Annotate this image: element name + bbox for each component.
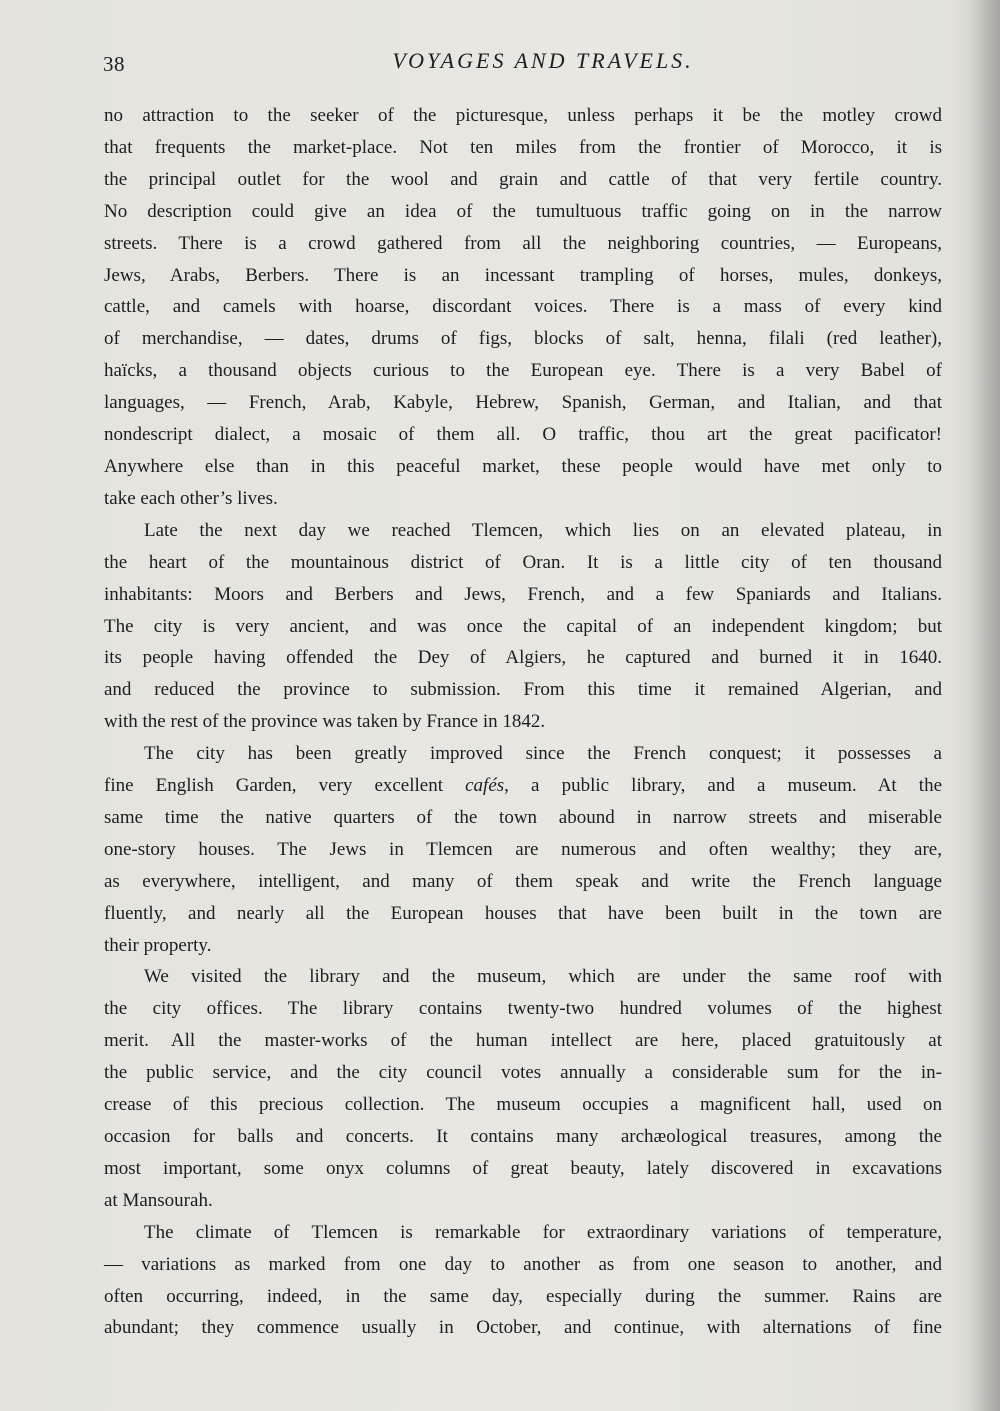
body-text xyxy=(104,100,942,1344)
text-line: We visited the library and the museum, which are under the same roof with xyxy=(144,966,942,988)
text-line: most important, some onyx columns of great beauty, lately discovered in excavations xyxy=(104,1157,942,1179)
text-line: Late the next day we reached Tlemcen, which lies on an elevated plateau, in xyxy=(144,519,942,541)
text-line: the city offices. The library contains twenty-two hundred volumes of the highest xyxy=(104,998,942,1020)
text-line: cattle, and camels with hoarse, discordant voices. There is a mass of every kind xyxy=(104,296,942,318)
text-line: fine English Garden, very excellent cafés, a public library, and a museum. At the xyxy=(104,775,943,797)
text-line: take each other’s lives. xyxy=(104,487,278,509)
page-number: 38 xyxy=(103,52,125,76)
text-line: merit. All the master-works of the human intellect are here, placed gratuitously at xyxy=(104,1030,942,1052)
paragraph xyxy=(104,738,942,961)
text-line: The city has been greatly improved since the French conquest; it possesses a xyxy=(144,743,942,765)
text-line: Anywhere else than in this peaceful market, these people would have met only to xyxy=(104,455,942,477)
text-line: — variations as marked from one day to another as from one season to another, and xyxy=(104,1253,942,1275)
text-line: at Mansourah. xyxy=(104,1189,213,1211)
text-line: No description could give an idea of the tumultuous traffic going on in the narrow xyxy=(104,200,942,222)
text-line: one-story houses. The Jews in Tlemcen are numerous and often wealthy; they are, xyxy=(104,838,942,860)
text-line: crease of this precious collection. The museum occupies a magnificent hall, used on xyxy=(104,1094,942,1116)
text-line: languages, — French, Arab, Kabyle, Hebrew, Spanish, German, and Italian, and that xyxy=(104,392,942,414)
text-line: their property. xyxy=(104,934,212,956)
text-line: of merchandise, — dates, drums of figs, blocks of salt, henna, filali (red leather), xyxy=(104,328,942,350)
text-line: often occurring, indeed, in the same day, especially during the summer. Rains are xyxy=(104,1285,942,1307)
text-line: the principal outlet for the wool and grain and cattle of that very fertile country. xyxy=(104,168,942,190)
text-line: The climate of Tlemcen is remarkable for extraordinary variations of temperature, xyxy=(144,1221,942,1243)
paragraph xyxy=(104,961,942,1216)
text-line: haïcks, a thousand objects curious to the European eye. There is a very Babel of xyxy=(104,360,942,382)
page-header xyxy=(103,46,943,80)
text-line: as everywhere, intelligent, and many of them speak and write the French language xyxy=(104,870,942,892)
text-line: its people having offended the Dey of Algiers, he captured and burned it in 1640. xyxy=(104,647,942,669)
paragraph xyxy=(104,1217,942,1345)
text-line: The city is very ancient, and was once the capital of an independent kingdom; but xyxy=(104,615,942,637)
text-line: occasion for balls and concerts. It contains many archæological treasures, among the xyxy=(104,1126,942,1147)
italic-word: cafés xyxy=(465,775,505,797)
text-line: streets. There is a crowd gathered from all the neighboring countries, — Europeans, xyxy=(104,232,942,254)
text-line: inhabitants: Moors and Berbers and Jews, French, and a few Spaniards and Italians. xyxy=(104,583,942,605)
text-line: fluently, and nearly all the European houses that have been built in the town are xyxy=(104,902,942,924)
text-line: the public service, and the city council votes annually a considerable sum for the in- xyxy=(104,1062,942,1084)
text-line: abundant; they commence usually in October, and continue, with alternations of fine xyxy=(104,1317,942,1339)
text-line: and reduced the province to submission. From this time it remained Algerian, and xyxy=(104,679,942,701)
text-line: same time the native quarters of the town abound in narrow streets and miserable xyxy=(104,806,942,828)
paragraph xyxy=(104,100,942,515)
page-edge-shadow xyxy=(970,0,1000,1411)
text-line: nondescript dialect, a mosaic of them all. O traffic, thou art the great pacificator! xyxy=(104,424,942,446)
text-line: no attraction to the seeker of the picturesque, unless perhaps it be the motley crowd xyxy=(104,105,942,126)
text-line: Jews, Arabs, Berbers. There is an incessant trampling of horses, mules, donkeys, xyxy=(104,264,942,286)
paragraph xyxy=(104,515,942,738)
text-line: with the rest of the province was taken by France in 1842. xyxy=(104,711,546,733)
text-line: that frequents the market-place. Not ten miles from the frontier of Morocco, it is xyxy=(104,136,942,158)
text-line: the heart of the mountainous district of Oran. It is a little city of ten thousand xyxy=(104,551,942,573)
running-title: VOYAGES AND TRAVELS. xyxy=(392,48,694,73)
